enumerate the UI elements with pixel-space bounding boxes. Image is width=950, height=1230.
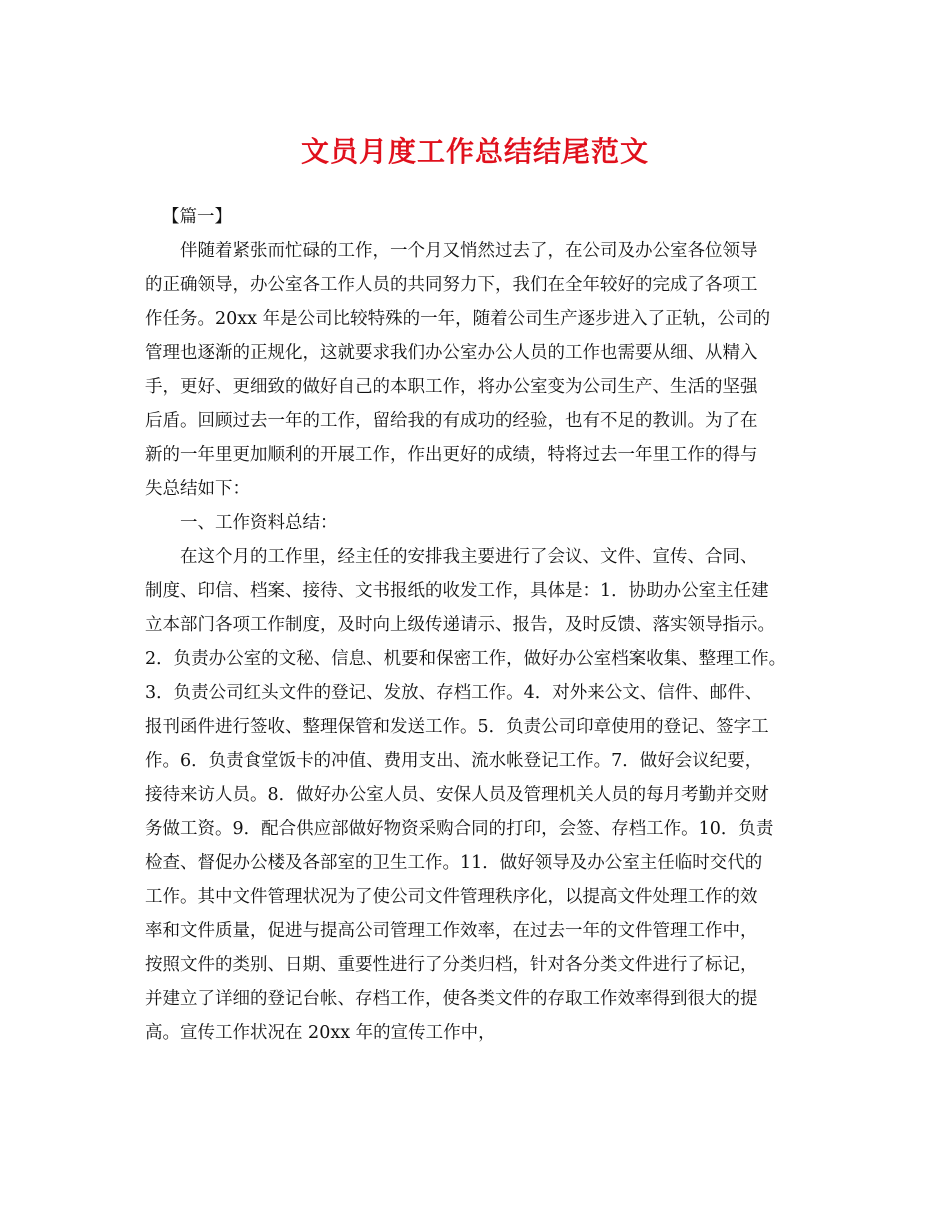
paragraph-line: 3．负责公司红头文件的登记、发放、存档工作。4．对外来公文、信件、邮件、: [145, 683, 763, 703]
paragraph-line: 作。6．负责食堂饭卡的冲值、费用支出、流水帐登记工作。7．做好会议纪要，: [145, 751, 763, 771]
paragraph-line: 作任务。20xx 年是公司比较特殊的一年，随着公司生产逐步进入了正轨，公司的: [145, 309, 771, 329]
paragraph-line: 在这个月的工作里，经主任的安排我主要进行了会议、文件、宣传、合同、: [180, 547, 758, 567]
paragraph-line: 工作。其中文件管理状况为了使公司文件管理秩序化，以提高文件处理工作的效: [145, 887, 758, 907]
document-body: [145, 200, 820, 1050]
paragraph-line: 的正确领导，办公室各工作人员的共同努力下，我们在全年较好的完成了各项工: [145, 275, 758, 295]
subsection-heading: 一、工作资料总结：: [180, 513, 338, 533]
paragraph-line: 伴随着紧张而忙碌的工作，一个月又悄然过去了，在公司及办公室各位领导: [180, 241, 758, 261]
paragraph-line: 高。宣传工作状况在 20xx 年的宣传工作中，: [145, 1023, 496, 1043]
paragraph-line: 并建立了详细的登记台帐、存档工作，使各类文件的存取工作效率得到很大的提: [145, 989, 758, 1009]
paragraph-line: 报刊函件进行签收、整理保管和发送工作。5．负责公司印章使用的登记、签字工: [145, 717, 769, 737]
paragraph-line: 接待来访人员。8．做好办公室人员、安保人员及管理机关人员的每月考勤并交财: [145, 785, 769, 805]
paragraph-line: 务做工资。9．配合供应部做好物资采购合同的打印，会签、存档工作。10．负责: [145, 819, 774, 839]
paragraph-line: 检查、督促办公楼及各部室的卫生工作。11．做好领导及办公室主任临时交代的: [145, 853, 763, 873]
paragraph-line: 立本部门各项工作制度，及时向上级传递请示、报告，及时反馈、落实领导指示。: [145, 615, 775, 635]
paragraph-line: 管理也逐渐的正规化，这就要求我们办公室办公人员的工作也需要从细、从精入: [145, 343, 758, 363]
paragraph-line: 新的一年里更加顺利的开展工作，作出更好的成绩，特将过去一年里工作的得与: [145, 445, 758, 465]
paragraph-line: 按照文件的类别、日期、重要性进行了分类归档，针对各分类文件进行了标记，: [145, 955, 758, 975]
paragraph-line: 失总结如下：: [145, 479, 250, 499]
paragraph-line: 手，更好、更细致的做好自己的本职工作，将办公室变为公司生产、生活的坚强: [145, 377, 758, 397]
paragraph-line: 2．负责办公室的文秘、信息、机要和保密工作，做好办公室档案收集、整理工作。: [145, 649, 787, 669]
section-heading: 【篇一】: [162, 207, 232, 227]
paragraph-line: 率和文件质量，促进与提高公司管理工作效率，在过去一年的文件管理工作中，: [145, 921, 758, 941]
paragraph-line: 制度、印信、档案、接待、文书报纸的收发工作，具体是：1．协助办公室主任建: [145, 581, 769, 601]
paragraph-line: 后盾。回顾过去一年的工作，留给我的有成功的经验，也有不足的教训。为了在: [145, 411, 758, 431]
document-title: 文员月度工作总结结尾范文: [300, 135, 649, 168]
